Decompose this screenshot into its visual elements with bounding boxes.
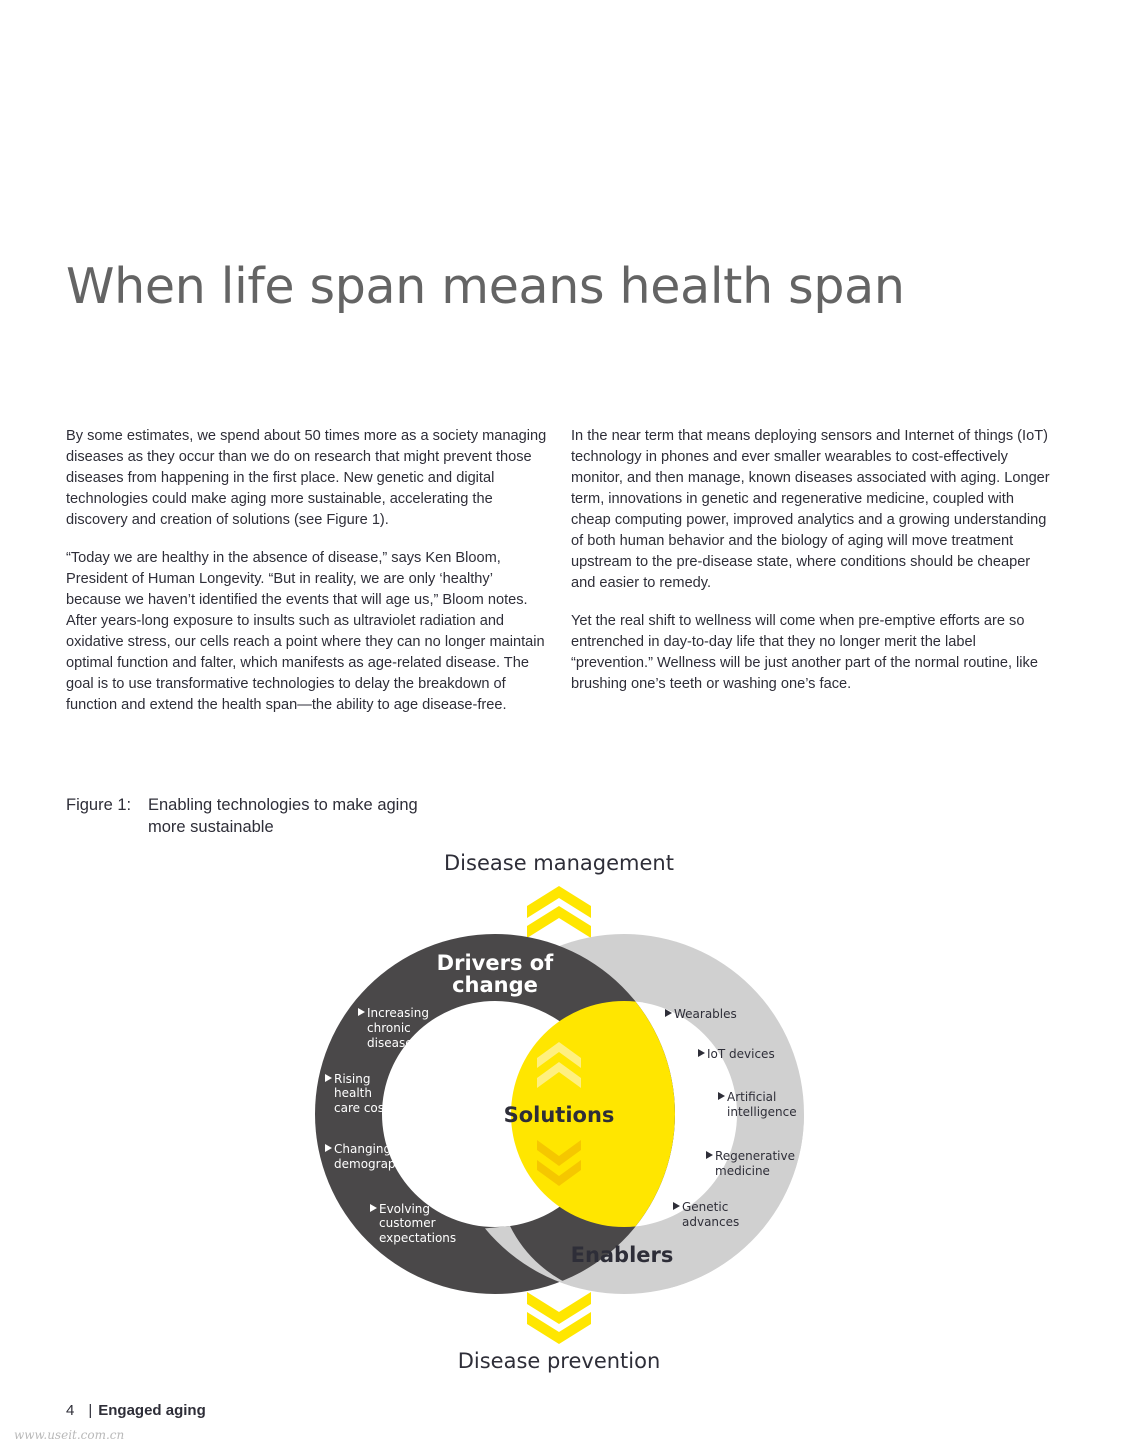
page-number: 4 (66, 1402, 75, 1419)
paragraph: Yet the real shift to wellness will come when pre-emptive efforts are so entrenched in day-to-day life that they no longer merit the label “prevention.” Wellness will be just another part of the normal routine, like brushing one’s teeth or washing one’s face. (571, 613, 1038, 692)
svg-text:chronic: chronic (367, 1021, 411, 1035)
svg-text:health: health (334, 1086, 372, 1100)
svg-text:Wearables: Wearables (674, 1007, 737, 1021)
svg-text:IoT devices: IoT devices (707, 1047, 775, 1061)
svg-text:expectations: expectations (379, 1231, 457, 1245)
page-footer (66, 1402, 206, 1419)
right-column (571, 426, 1057, 712)
svg-text:medicine: medicine (715, 1164, 770, 1178)
svg-text:intelligence: intelligence (727, 1105, 797, 1119)
svg-text:Rising: Rising (334, 1072, 371, 1086)
disease-management-label: Disease management (444, 851, 674, 875)
svg-text:care costs: care costs (334, 1101, 395, 1115)
svg-text:Artificial: Artificial (727, 1090, 777, 1104)
drivers-title-line-1: Drivers of (436, 951, 554, 975)
svg-text:Regenerative: Regenerative (715, 1149, 795, 1163)
figure-caption-line-1: Enabling technologies to make aging (148, 796, 418, 814)
disease-prevention-label: Disease prevention (457, 1349, 661, 1373)
enabler-item-wearables (665, 1007, 737, 1021)
page-title: When life span means health span (66, 258, 905, 315)
watermark: www.useit.com.cn (14, 1428, 125, 1442)
paragraph: By some estimates, we spend about 50 times more as a society managing diseases as they occur than we do on research that might prevent those diseases from happening in the first place. New genetic and digital technologies could make aging more sustainable, accelerating the discovery and creation of solutions (see Figure 1). (66, 428, 547, 528)
figure-label: Figure 1: (66, 796, 132, 814)
left-column (66, 426, 548, 733)
footer-separator: | (88, 1402, 93, 1419)
figure-caption (66, 794, 418, 838)
down-chevrons-icon (527, 1292, 591, 1344)
figure-caption-line-2: more sustainable (148, 818, 274, 836)
svg-text:Genetic: Genetic (682, 1200, 729, 1214)
section-name: Engaged aging (98, 1402, 206, 1419)
up-chevrons-icon (527, 886, 591, 938)
svg-text:Changing: Changing (334, 1142, 392, 1156)
svg-text:demographics: demographics (334, 1157, 420, 1171)
paragraph: “Today we are healthy in the absence of disease,” says Ken Bloom, President of Human Longevity. “But in reality, we are only ‘healthy’ because we haven’t identified the events that will age us,” Bloom notes. After years-long exposure to insults such as ultraviolet radiation and oxidative stress, our cells reach a point where they can no longer maintain optimal function and falter, which manifests as age-related disease. The goal is to use transformative technologies to delay the breakdown of function and extend the health span—the ability to age disease-free. (66, 550, 545, 713)
enabling-technologies-diagram (300, 840, 820, 1380)
paragraph: In the near term that means deploying sensors and Internet of things (IoT) technology in phones and ever smaller wearables to cost-effectively monitor, and then manage, known diseases associated with aging. Longer term, innovations in genetic and regenerative medicine, coupled with cheap computing power, improved analytics and a growing understanding of both human behavior and the biology of aging will move treatment upstream to the pre-disease state, where conditions should be cheaper and easier to remedy. (571, 428, 1050, 591)
svg-text:Evolving: Evolving (379, 1202, 431, 1216)
svg-text:advances: advances (682, 1215, 740, 1229)
solutions-label: Solutions (503, 1103, 615, 1127)
svg-text:disease: disease (367, 1036, 413, 1050)
svg-text:customer: customer (379, 1216, 436, 1230)
svg-text:Increasing: Increasing (367, 1006, 429, 1020)
enablers-title: Enablers (570, 1243, 674, 1267)
drivers-title-line-2: change (452, 973, 538, 997)
enabler-item-iot-devices (698, 1047, 775, 1061)
